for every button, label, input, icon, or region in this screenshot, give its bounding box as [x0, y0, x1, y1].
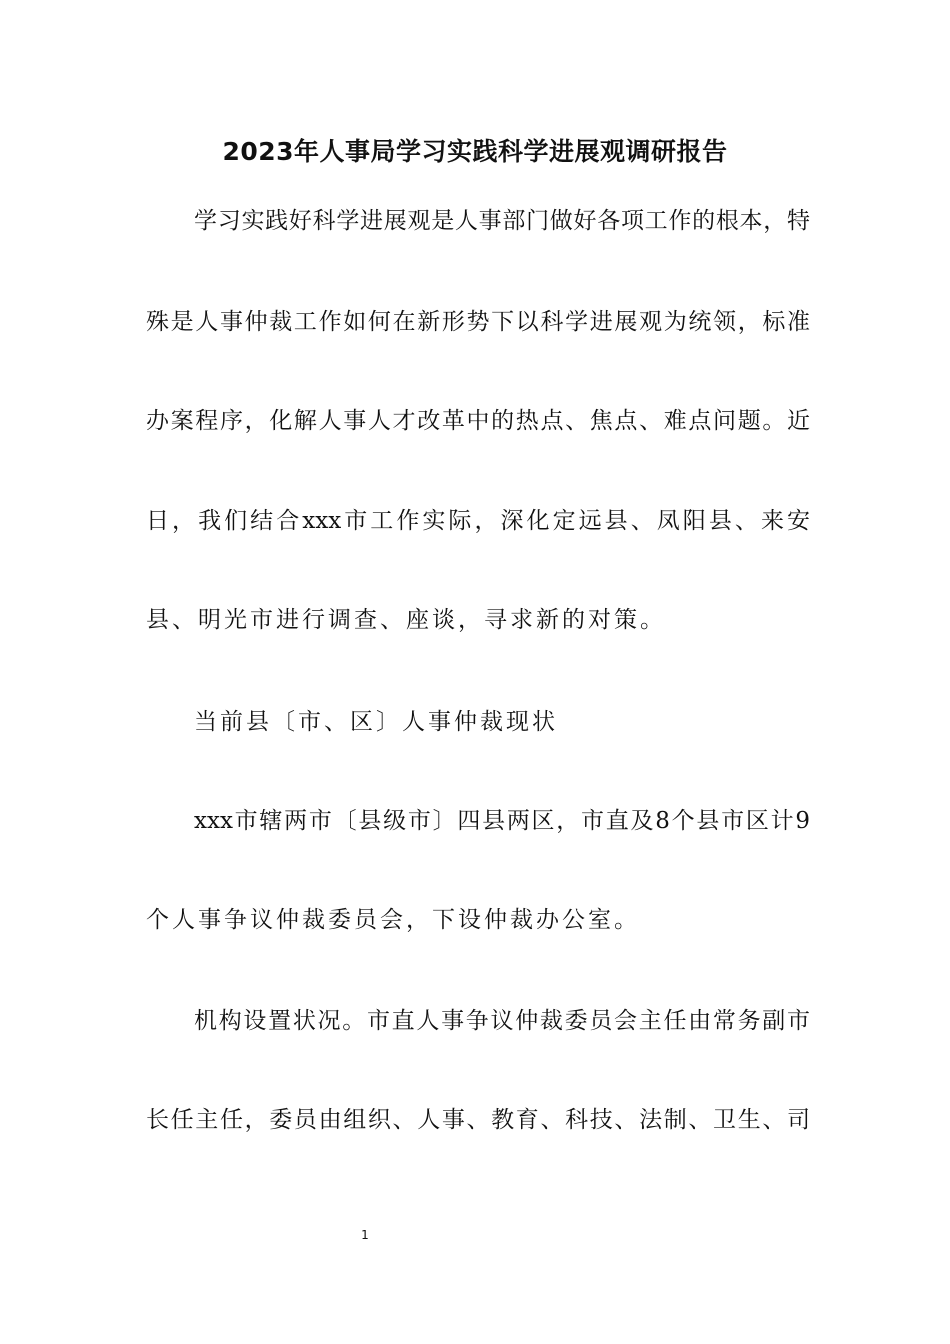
paragraph-line: 日，我们结合xxx市工作实际，深化定远县、凤阳县、来安 [146, 508, 810, 534]
section-heading: 当前县〔市、区〕人事仲裁现状 [194, 709, 558, 735]
paragraph-line: 长任主任，委员由组织、人事、教育、科技、法制、卫生、司 [146, 1107, 810, 1133]
paragraph-line: xxx市辖两市〔县级市〕四县两区，市直及8个县市区计9 [194, 808, 810, 834]
paragraph-line: 殊是人事仲裁工作如何在新形势下以科学进展观为统领，标准 [146, 309, 810, 335]
page-number: 1 [361, 1228, 369, 1242]
paragraph-line: 学习实践好科学进展观是人事部门做好各项工作的根本，特 [194, 208, 810, 234]
paragraph-line: 机构设置状况。市直人事争议仲裁委员会主任由常务副市 [194, 1008, 810, 1034]
paragraph-line: 县、明光市进行调查、座谈，寻求新的对策。 [146, 607, 666, 633]
paragraph-line: 个人事争议仲裁委员会，下设仲裁办公室。 [146, 907, 640, 933]
paragraph-line: 办案程序，化解人事人才改革中的热点、焦点、难点问题。近 [146, 408, 810, 434]
document-title: 2023年人事局学习实践科学进展观调研报告 [222, 137, 728, 166]
